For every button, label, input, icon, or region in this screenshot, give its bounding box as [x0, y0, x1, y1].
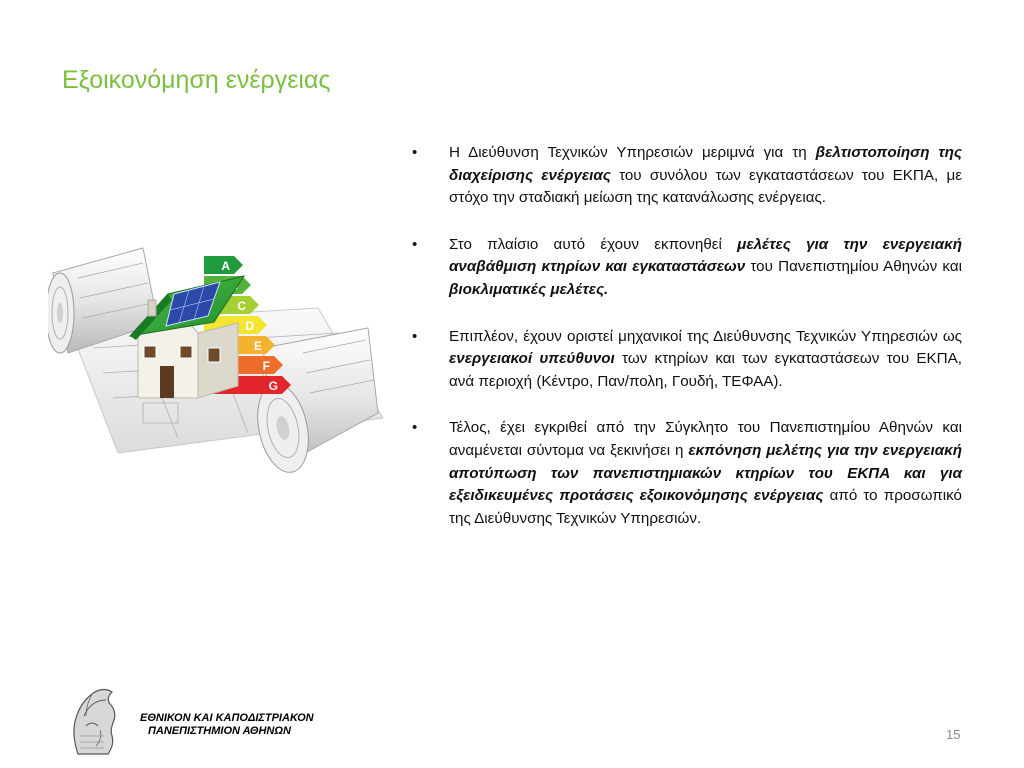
- page-number: 15: [946, 727, 961, 742]
- energy-bar-label: C: [237, 299, 246, 313]
- body-text: Στο πλαίσιο αυτό έχουν εκπονηθεί: [449, 235, 738, 253]
- body-text: Τέλος, έχει εγκριθεί από την Σύγκλητο του Πανεπιστημίου Αθηνών και αναμένεται σύντομα να ξεκινήσει η: [449, 419, 962, 459]
- university-line-1: ΕΘΝΙΚΟΝ ΚΑΙ ΚΑΠΟΔΙΣΤΡΙΑΚΟΝ: [140, 712, 314, 724]
- emphasized-text: βιοκλιματικές μελέτες.: [449, 280, 609, 298]
- slide-title: Εξοικονόμηση ενέργειας: [62, 66, 331, 94]
- bullet-item: [412, 234, 962, 302]
- energy-bar-label: F: [262, 359, 270, 373]
- emphasized-text: μελέτες για την ενεργειακή αναβάθμιση κτηρίων και εγκαταστάσεων: [449, 235, 962, 276]
- bullet-item: [412, 417, 962, 530]
- body-text: του συνόλου των εγκαταστάσεων του ΕΚΠΑ, με στόχο την σταδιακή μείωση της κατανάλωσης ενέργειας.: [449, 166, 962, 207]
- energy-house-illustration: [48, 228, 388, 498]
- emphasized-text: βελτιστοποίηση της διαχείρισης ενέργειας: [449, 144, 962, 184]
- bullet-list: [412, 142, 962, 554]
- body-text: από το προσωπικό της Διεύθυνσης Τεχνικών Υπηρεσιών.: [449, 487, 962, 527]
- bullet-item: [412, 142, 962, 210]
- athena-head-logo: [64, 686, 122, 758]
- energy-bar-label: A: [221, 259, 230, 273]
- energy-bar-label: D: [245, 319, 254, 333]
- energy-bar-label: E: [253, 339, 262, 353]
- emphasized-text: εκπόνηση μελέτης για την ενεργειακή αποτύπωση των πανεπιστημιακών κτηρίων του ΕΚΠΑ και για εξειδικευμένες προτάσεις εξοικονόμησης ενέργειας: [449, 441, 962, 505]
- body-text: Επιπλέον, έχουν οριστεί μηχανικοί της Διεύθυνσης Τεχνικών Υπηρεσιών ως: [449, 327, 962, 345]
- emphasized-text: ενεργειακοί υπεύθυνοι: [449, 350, 615, 368]
- bullet-item: [412, 326, 962, 394]
- body-text: Η Διεύθυνση Τεχνικών Υπηρεσιών μεριμνά για τη: [449, 144, 816, 161]
- university-name: [140, 712, 314, 738]
- body-text: του Πανεπιστημίου Αθηνών και: [745, 258, 962, 276]
- university-line-2: ΠΑΝΕΠΙΣΤΗΜΙΟΝ ΑΘΗΝΩΝ: [148, 725, 291, 737]
- energy-bar-label: G: [268, 379, 278, 393]
- body-text: των κτηρίων και των εγκαταστάσεων του ΕΚΠΑ, ανά περιοχή (Κέντρο, Παν/πολη, Γουδή, ΤΕΦΑΑ).: [449, 350, 963, 390]
